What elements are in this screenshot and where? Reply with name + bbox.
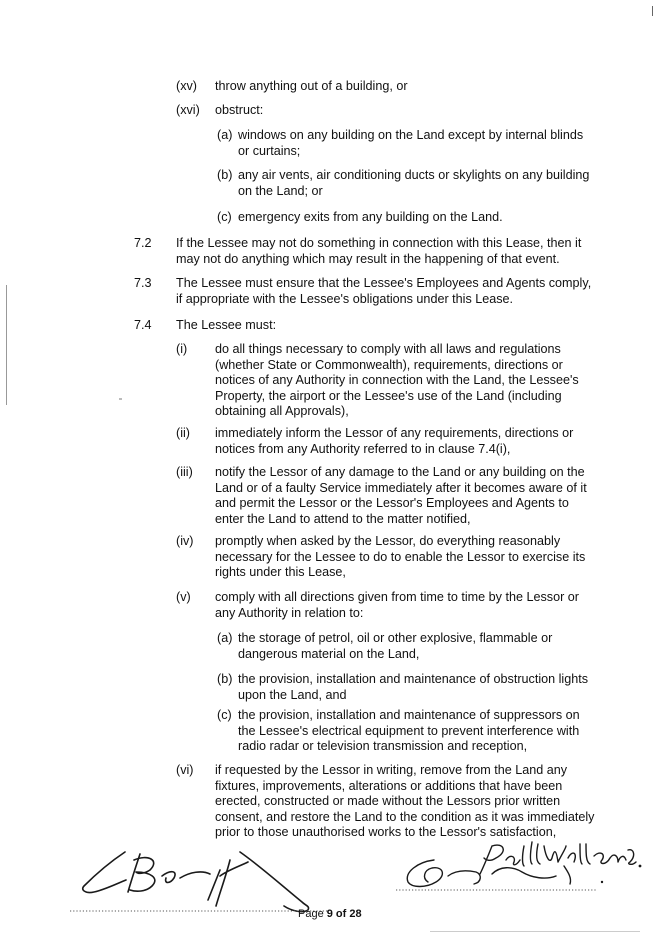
clause-line: notify the Lessor of any damage to the Land or any building on the — [215, 465, 585, 479]
bottom-rule — [430, 931, 640, 932]
clause-label: (vi) — [176, 763, 194, 777]
clause-label: (xv) — [176, 79, 197, 93]
clause-label: (v) — [176, 590, 191, 604]
clause-line: comply with all directions given from time to time by the Lessor or — [215, 590, 579, 604]
clause-label: 7.3 — [134, 276, 152, 290]
clause-line: if requested by the Lessor in writing, remove from the Land any — [215, 763, 568, 777]
clause-line: notices from any Authority referred to in clause 7.4(i), — [215, 441, 511, 456]
signature-right — [396, 836, 646, 906]
page-prefix: Page — [298, 908, 327, 920]
clause-line: or curtains; — [238, 143, 301, 158]
clause-label: 7.4 — [134, 318, 152, 332]
clause-line: notices of any Authority in connection with the Land, the Lessee's — [215, 373, 579, 388]
clause-line: the Lessee's electrical equipment to prevent interference with — [238, 723, 580, 738]
clause-label: (a) — [217, 128, 233, 142]
clause-line: the provision, installation and maintenance of obstruction lights — [238, 672, 589, 686]
clause-line: rights under this Lease, — [215, 565, 346, 580]
clause-line: Land or of a faulty Service immediately after it becomes aware of it — [215, 480, 587, 495]
clause-line: do all things necessary to comply with all laws and regulations — [215, 342, 561, 356]
clause-line: obtaining all Approvals), — [215, 404, 349, 419]
clause-label: (b) — [217, 672, 233, 686]
clause-line: The Lessee must: — [176, 318, 277, 332]
clause-line: Property, the airport or the Lessee's use of the Land (including — [215, 388, 562, 403]
clause-label: (iv) — [176, 534, 194, 548]
clause-line: upon the Land, and — [238, 687, 347, 702]
clause-line: obstruct: — [215, 103, 264, 117]
clause-line: the provision, installation and maintenance of suppressors on — [238, 708, 580, 722]
clause-label: (a) — [217, 631, 233, 645]
clause-line: prior to those unauthorised works to the Lessor's satisfaction, — [215, 825, 557, 840]
clause-line: erected, constructed or made without the Lessors prior written — [215, 794, 561, 809]
margin-line — [6, 285, 7, 405]
clause-line: fixtures, improvements, alterations or additions that have been — [215, 778, 563, 793]
page-footer — [298, 908, 362, 920]
corner-mark — [652, 6, 653, 16]
margin-dot — [119, 398, 122, 400]
clause-line: If the Lessee may not do something in connection with this Lease, then it — [176, 236, 582, 250]
clause-line: (whether State or Commonwealth), requirements, directions or — [215, 357, 563, 372]
clause-line: if appropriate with the Lessee's obligations under this Lease. — [176, 291, 514, 306]
clause-line: the storage of petrol, oil or other explosive, flammable or — [238, 631, 553, 645]
page-total: of 28 — [332, 908, 362, 920]
clause-line: any air vents, air conditioning ducts or skylights on any building — [238, 168, 590, 182]
clause-line: enter the Land to attend to the matter notified, — [215, 511, 471, 526]
clause-label: (ii) — [176, 426, 190, 440]
clause-line: dangerous material on the Land, — [238, 646, 420, 661]
clause-line: necessary for the Lessee to do to enable the Lessor to exercise its — [215, 549, 586, 564]
clause-line: on the Land; or — [238, 183, 323, 198]
clause-line: emergency exits from any building on the Land. — [238, 210, 503, 224]
clause-line: promptly when asked by the Lessor, do everything reasonably — [215, 534, 561, 548]
clause-line: windows on any building on the Land except by internal blinds — [238, 128, 584, 142]
clause-line: radio radar or television transmission and reception, — [238, 739, 528, 754]
clause-label: (c) — [217, 708, 232, 722]
clause-line: The Lessee must ensure that the Lessee's Employees and Agents comply, — [176, 276, 592, 290]
clause-label: 7.2 — [134, 236, 152, 250]
clause-line: may not do anything which may result in the happening of that event. — [176, 251, 560, 266]
clause-label: (b) — [217, 168, 233, 182]
clause-line: and permit the Lessor or the Lessor's Employees and Agents to — [215, 496, 569, 511]
clause-label: (c) — [217, 210, 232, 224]
clause-label: (i) — [176, 342, 188, 356]
clause-label: (iii) — [176, 465, 193, 479]
clause-line: consent, and restore the Land to the condition as it was immediately — [215, 809, 595, 824]
clause-line: immediately inform the Lessor of any requirements, directions or — [215, 426, 574, 440]
page-number: 9 — [326, 908, 333, 920]
clause-label: (xvi) — [176, 103, 200, 117]
clause-line: throw anything out of a building, or — [215, 79, 408, 93]
clause-line: any Authority in relation to: — [215, 605, 364, 620]
